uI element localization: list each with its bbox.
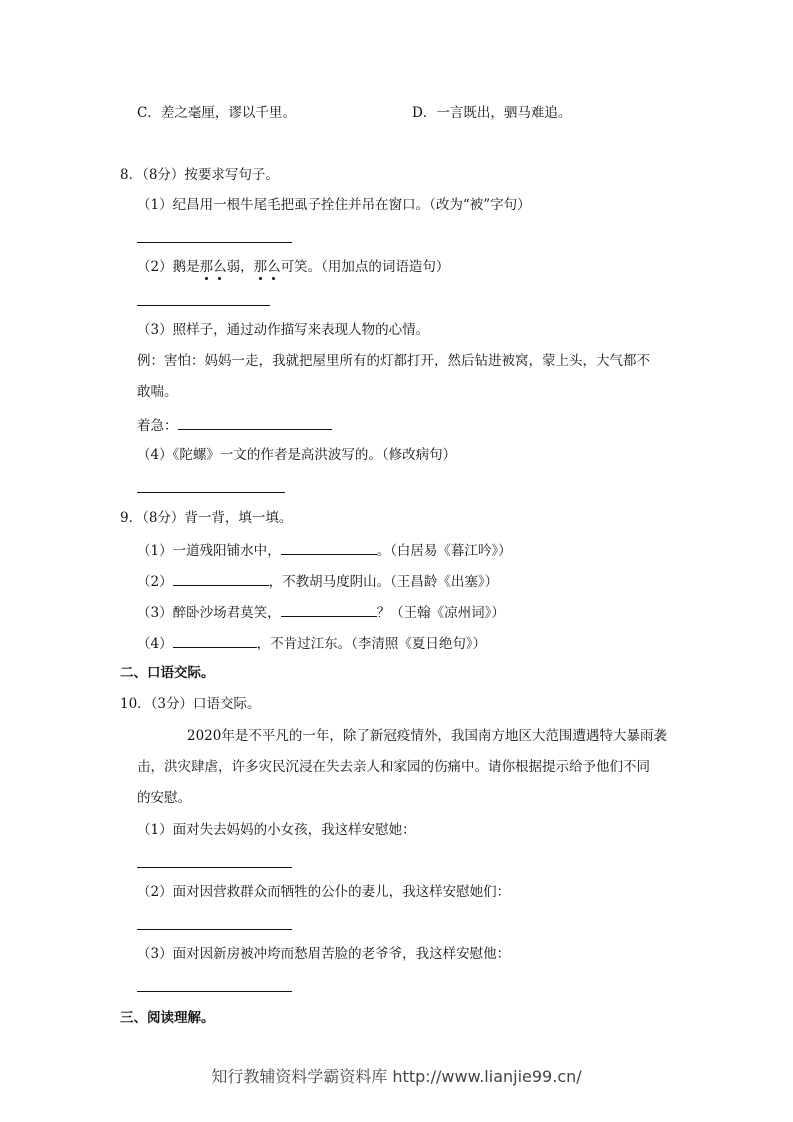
q9-text: （2） [137, 574, 173, 590]
q10-sub3: （3）面对因新房被冲垮而愁眉苦脸的老爷爷，我这样安慰他： [137, 946, 511, 962]
q8-sub2-text: 可笑。（用加点的词语造句） [280, 259, 450, 275]
q8-sub2 [137, 258, 449, 276]
answer-line[interactable] [137, 305, 270, 306]
q10-para-line2: 击，洪灾肆虐，许多灾民沉浸在失去亲人和家园的伤痛中。请你根据提示给予他们不同 [137, 759, 650, 775]
section-heading: 三、阅读理解。 [120, 1010, 215, 1026]
q8-example-line1: 例：害怕：妈妈一走，我就把屋里所有的灯都打开，然后钻进被窝，蒙上头，大气都不 [137, 353, 650, 369]
dotted-word: 那 [253, 259, 268, 275]
q8-sub2-text: （2）鹅是 [137, 259, 200, 275]
q9-title: 9．（8分）背一背，填一填。 [120, 510, 293, 526]
answer-blank[interactable] [281, 602, 377, 617]
q8-sub4: （4）《陀螺》一文的作者是高洪波写的。（修改病句） [137, 447, 457, 463]
dotted-word: 么 [267, 259, 281, 275]
q9-text: （1）一道残阳铺水中， [137, 543, 281, 559]
q9-text: ，不教胡马度阴山。（王昌龄《出塞》） [268, 574, 499, 590]
q8-example-line2: 敢喘。 [137, 384, 178, 400]
answer-line[interactable] [137, 492, 285, 493]
q8-title: 8．（8分）按要求写句子。 [120, 167, 279, 183]
q10-title: 10．（3分）口语交际。 [120, 696, 261, 712]
q8-sub1: （1）纪昌用一根牛尾毛把虱子拴住并吊在窗口。（改为“被”字句） [137, 197, 531, 213]
q9-text: ？（王翰《凉州词》） [376, 605, 505, 621]
dotted-word: 么 [213, 259, 227, 275]
option-d: D．一言既出，驷马难追。 [412, 105, 572, 121]
answer-line[interactable] [137, 867, 292, 868]
q9-text: （3）醉卧沙场君莫笑， [137, 605, 281, 621]
answer-blank[interactable] [281, 540, 377, 555]
q8-zhaoji [137, 415, 332, 435]
q8-sub2-text: 弱， [226, 259, 254, 275]
q8-sub3: （3）照样子，通过动作描写来表现人物的心情。 [137, 322, 430, 338]
q9-text: （4） [137, 636, 173, 652]
q9-line4 [137, 633, 486, 653]
q10-sub1: （1）面对失去妈妈的小女孩，我这样安慰她： [137, 822, 416, 838]
q9-text: ，不肯过江东。（李清照《夏日绝句》） [256, 636, 487, 652]
q9-text: 。（白居易《暮江吟》） [376, 543, 512, 559]
zhaoji-label: 着急： [137, 418, 178, 434]
q9-line3 [137, 602, 505, 622]
q10-para-line1: 2020年是不平凡的一年，除了新冠疫情外，我国南方地区大范围遭遇特大暴雨袭 [187, 728, 667, 744]
answer-blank[interactable] [173, 571, 269, 586]
q9-line2 [137, 571, 498, 591]
answer-blank[interactable] [173, 633, 257, 648]
answer-line[interactable] [137, 242, 292, 243]
q9-line1 [137, 540, 512, 560]
option-c: C．差之毫厘，谬以千里。 [137, 105, 296, 121]
q10-para-line3: 的安慰。 [137, 790, 191, 806]
q10-sub2: （2）面对因营救群众而牺牲的公仆的妻儿，我这样安慰她们： [137, 884, 511, 900]
section-heading: 二、口语交际。 [120, 665, 215, 681]
answer-line[interactable] [137, 991, 292, 992]
dotted-word: 那 [199, 259, 214, 275]
page-footer: 知行教辅资料学霸资料库 http://www.lianjie99.cn/ [211, 1067, 582, 1086]
answer-line[interactable] [137, 929, 292, 930]
answer-blank[interactable] [178, 415, 332, 430]
